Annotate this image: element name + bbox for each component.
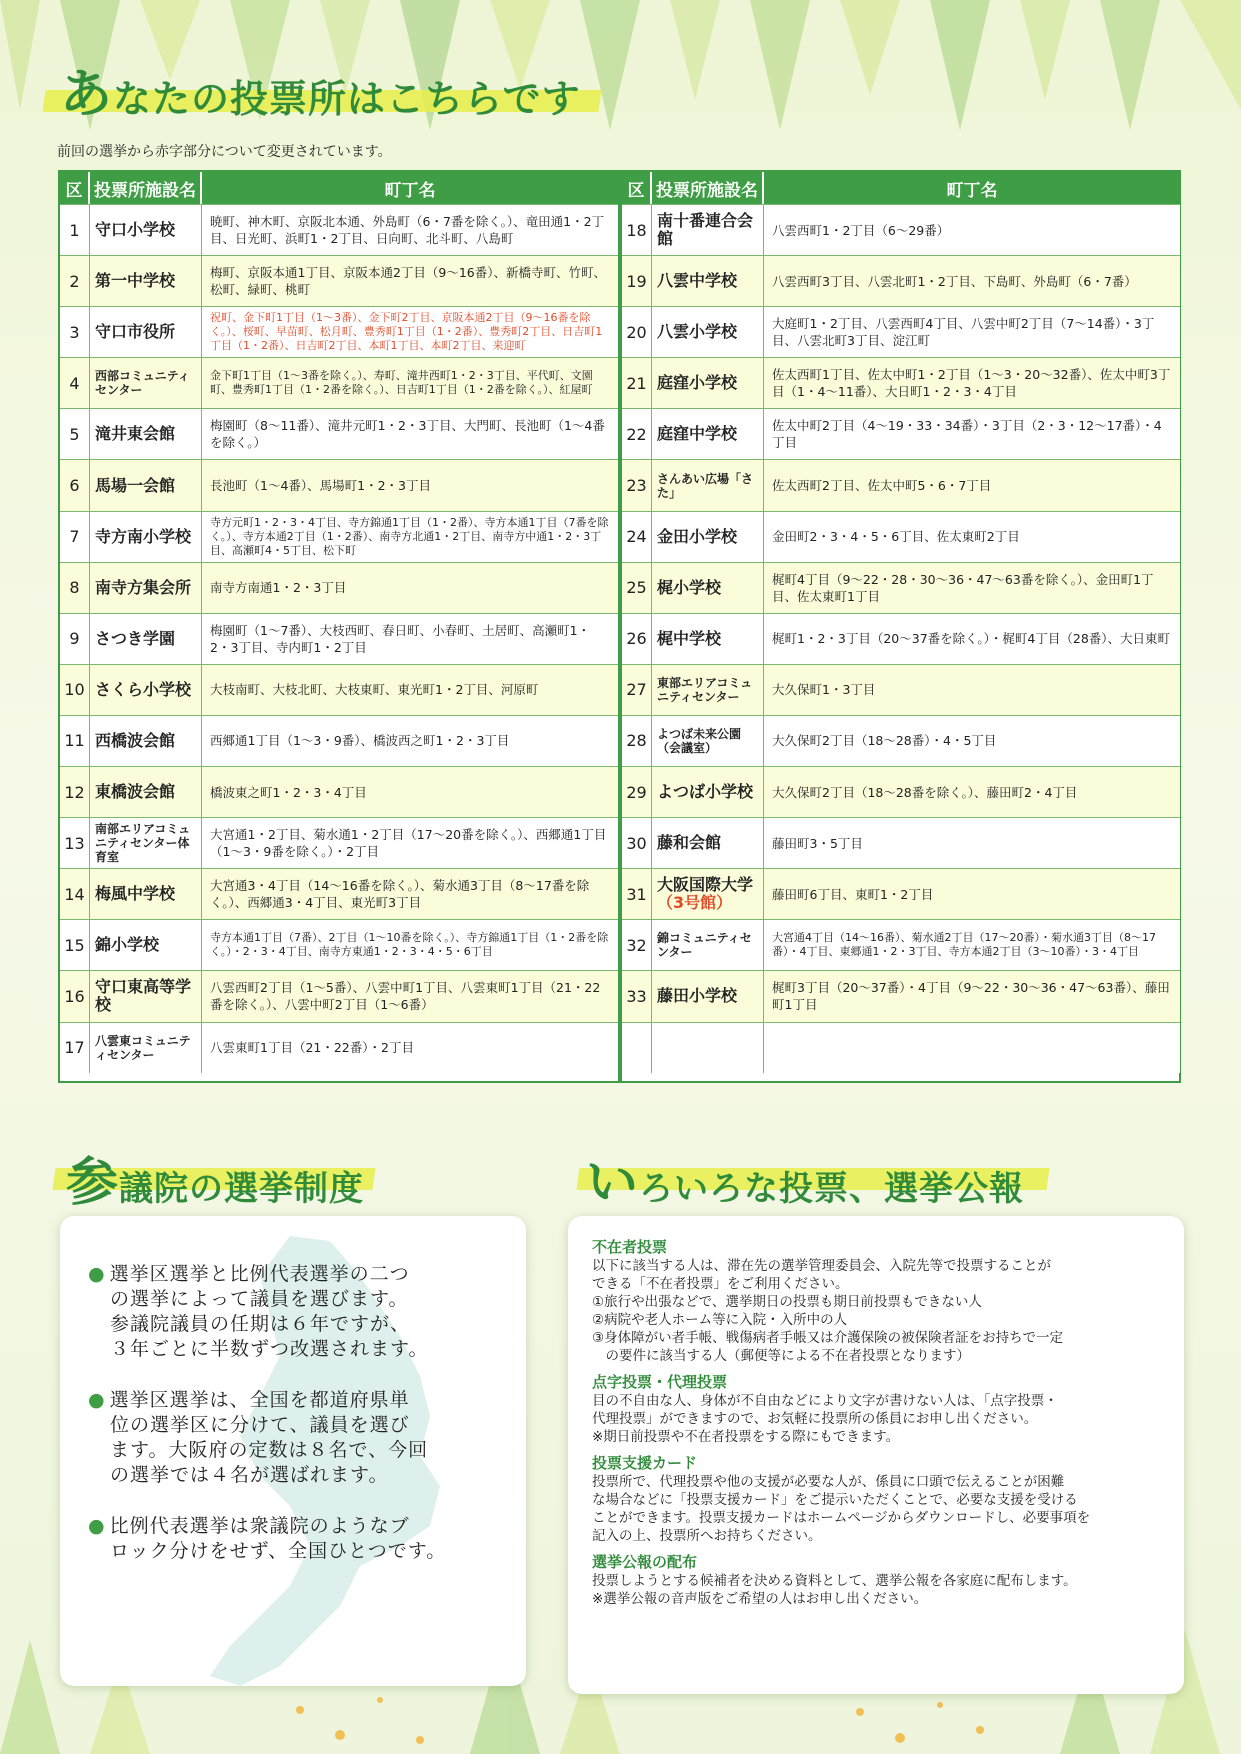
area-names: 金田町2・3・4・5・6丁目、佐太東町2丁目 — [772, 529, 1020, 545]
district-number: 14 — [60, 869, 90, 919]
facility-name-text: 八雲小学校 — [657, 322, 738, 342]
area-names: 梶町3丁目（20～37番）・4丁目（9～22・30～36・47～63番）、藤田町1丁目 — [772, 980, 1170, 1013]
district-number: 13 — [60, 818, 90, 868]
bullet-text: 位の選挙区に分けて、議員を選び — [110, 1414, 410, 1436]
area-names: 南寺方南通1・2・3丁目 — [210, 580, 347, 596]
table-row — [60, 204, 618, 255]
facility-name-text: 寺方南小学校 — [95, 526, 192, 546]
facility-name — [652, 563, 764, 613]
facility-name-text: 八雲中学校 — [657, 271, 738, 291]
section-title-various-voting — [586, 1140, 1024, 1215]
area-names: 佐太中町2丁目（4～19・33・34番）・3丁目（2・3・12～17番）・4丁目 — [772, 418, 1162, 451]
district-number: 18 — [622, 205, 652, 255]
table-row — [622, 970, 1180, 1021]
facility-name-text: 庭窪中学校 — [657, 424, 738, 444]
subsection-text: ※期日前投票や不在者投票をする際にもできます。 — [592, 1429, 900, 1445]
district-number: 5 — [60, 409, 90, 459]
bullet-text: 比例代表選挙は衆議院のようなブ — [109, 1515, 410, 1537]
district-number: 15 — [60, 920, 90, 970]
bullet-line — [88, 1463, 428, 1488]
district-number: 33 — [622, 971, 652, 1021]
subsection-text: できる「不在者投票」をご利用ください。 — [592, 1276, 849, 1292]
bullet-dot-icon: ● — [88, 1263, 106, 1285]
bullet-item — [88, 1262, 428, 1362]
facility-name — [90, 460, 202, 510]
table-row — [622, 562, 1180, 613]
subsection-text: ②病院や老人ホーム等に入院・入所中の人 — [592, 1312, 848, 1328]
facility-name — [652, 665, 764, 715]
facility-name-text: 東橋波会館 — [95, 782, 176, 802]
bullet-line — [88, 1413, 428, 1438]
area-names: 八雲西町2丁目（1～5番）、八雲中町1丁目、八雲東町1丁目（21・22番を除く。）、八雲中町2丁目（1～6番） — [210, 980, 601, 1013]
table-row — [60, 459, 618, 510]
facility-name-text: さくら小学校 — [95, 679, 192, 699]
facility-name-text: よつば未来公園（会議室） — [657, 726, 742, 755]
subsection-heading: 投票支援カード — [592, 1454, 698, 1472]
facility-name-text: 梶中学校 — [657, 628, 722, 648]
bullet-line — [88, 1514, 446, 1539]
subsection-text: 記入の上、投票所へお持ちください。 — [592, 1528, 822, 1544]
facility-name — [652, 409, 764, 459]
area-names: 佐太西町2丁目、佐太中町5・6・7丁目 — [772, 478, 992, 494]
subsection-text: ※選挙公報の音声版をご希望の人はお申し出ください。 — [592, 1591, 928, 1607]
district-number: 31 — [622, 869, 652, 919]
subsection-heading: 選挙公報の配布 — [592, 1553, 698, 1571]
district-number — [622, 1023, 652, 1073]
subsection-text: 投票所で、代理投票や他の支援が必要な人が、係員に口頭で伝えることが困難 — [592, 1474, 1065, 1490]
polling-place-table — [58, 170, 1181, 1083]
area-names: 大久保町2丁目（18～28番を除く。）、藤田町2・4丁目 — [772, 784, 1078, 800]
table-row — [622, 766, 1180, 817]
subsection-text: ことができます。投票支援カードはホームページからダウンロードし、必要事項を — [592, 1510, 1091, 1526]
table-row — [60, 511, 618, 562]
facility-name-text: 八雲東コミュニティセンター — [95, 1033, 191, 1062]
subsection-text: な場合などに「投票支援カード」をご提示いただくことで、必要な支援を受ける — [592, 1492, 1078, 1508]
table-row — [60, 408, 618, 459]
facility-name — [652, 1023, 764, 1073]
facility-name — [652, 767, 764, 817]
subsection-heading: 点字投票・代理投票 — [592, 1373, 728, 1391]
table-row — [622, 817, 1180, 868]
district-number: 30 — [622, 818, 652, 868]
facility-name — [90, 920, 202, 970]
table-row — [622, 511, 1180, 562]
facility-name — [90, 307, 202, 357]
facility-name — [90, 716, 202, 766]
subsection-text: 代理投票」ができますので、お気軽に投票所の係員にお申し出ください。 — [592, 1411, 1038, 1427]
area-names: 大庭町1・2丁目、八雲西町4丁目、八雲中町2丁目（7～14番）・3丁目、八雲北町3丁目、淀江町 — [772, 316, 1155, 349]
header-num: 区 — [60, 172, 90, 204]
district-number: 10 — [60, 665, 90, 715]
facility-name — [90, 563, 202, 613]
bullet-text: の選挙によって議員を選びます。 — [110, 1288, 409, 1310]
district-number: 17 — [60, 1023, 90, 1073]
table-row — [60, 357, 618, 408]
table-row — [622, 715, 1180, 766]
area-names: 梶町1・2・3丁目（20～37番を除く。）・梶町4丁目（28番）、大日東町 — [772, 631, 1171, 647]
facility-name-text: 馬場一会館 — [95, 475, 176, 495]
district-number: 25 — [622, 563, 652, 613]
district-number: 23 — [622, 460, 652, 510]
facility-name — [652, 920, 764, 970]
district-number: 28 — [622, 716, 652, 766]
section-title-election-system — [66, 1140, 364, 1215]
area-names — [764, 1023, 1180, 1073]
table-row — [60, 306, 618, 357]
bullet-line — [88, 1262, 428, 1287]
table-row — [60, 817, 618, 868]
table-row — [60, 919, 618, 970]
subsection-text: ③身体障がい者手帳、戦傷病者手帳又は介護保険の被保険者証をお持ちで一定 — [592, 1330, 1063, 1346]
district-number: 26 — [622, 614, 652, 664]
area-names: 大宮通4丁目（14～16番）、菊水通2丁目（17～20番）・菊水通3丁目（8～17番）・4丁目、東郷通1・2・3丁目、寺方本通2丁目（3～10番）・3・4丁目 — [772, 931, 1156, 959]
area-names: 寺方本通1丁目（7番）、2丁目（1～10番を除く。）、寺方錦通1丁目（1・2番を除く。）・2・3・4丁目、南寺方東通1・2・3・4・5・6丁目 — [210, 931, 609, 959]
facility-name — [652, 869, 764, 919]
various-voting-box — [568, 1216, 1184, 1694]
bullet-text: 選挙区選挙は、全国を都道府県単 — [109, 1389, 410, 1411]
facility-name-text: 西橋波会館 — [95, 730, 176, 750]
area-names: 八雲西町1・2丁目（6～29番） — [772, 222, 950, 238]
bullet-line — [88, 1388, 428, 1413]
area-names: 八雲東町1丁目（21・22番）・2丁目 — [210, 1040, 414, 1056]
facility-name-text: 南部エリアコミュニティセンター体育室 — [95, 822, 191, 865]
area-names: 藤田町6丁目、東町1・2丁目 — [772, 886, 934, 902]
facility-name-text: 東部エリアコミュニティセンター — [657, 675, 753, 704]
area-names: 梅町、京阪本通1丁目、京阪本通2丁目（9～16番）、新橋寺町、竹町、松町、緑町、桃町 — [210, 265, 607, 298]
header-area: 町丁名 — [946, 180, 998, 201]
district-number: 1 — [60, 205, 90, 255]
district-number: 11 — [60, 716, 90, 766]
title-rest: 議院の選挙制度 — [119, 1169, 365, 1209]
area-names: 大久保町2丁目（18～28番）・4・5丁目 — [772, 733, 997, 749]
bullet-text: ３年ごとに半数ずつ改選されます。 — [110, 1338, 429, 1360]
table-right-half — [622, 172, 1180, 1081]
subsection-heading: 不在者投票 — [592, 1238, 668, 1256]
area-names: 八雲西町3丁目、八雲北町1・2丁目、下島町、外島町（6・7番） — [772, 273, 1137, 289]
facility-name-text: 南十番連合会館 — [657, 211, 754, 249]
area-names: 梶町4丁目（9～22・28・30～36・47～63番を除く。）、金田町1丁目、佐太東町1丁目 — [772, 571, 1154, 604]
bullet-text: ロック分けをせず、全国ひとつです。 — [110, 1540, 447, 1562]
subsection-text: ①旅行や出張などで、選挙期日の投票も期日前投票もできない人 — [592, 1294, 982, 1310]
area-names: 寺方元町1・2・3・4丁目、寺方錦通1丁目（1・2番）、寺方本通1丁目（7番を除く。）、寺方本通2丁目（1・2番）、南寺方北通1・2丁目、南寺方中通1・2・3丁目、高瀬町4・5丁目、松下町 — [210, 515, 609, 557]
section-title-polling-place — [60, 52, 581, 127]
facility-name — [90, 358, 202, 408]
area-names: 金下町1丁目（1～3番を除く。）、寿町、滝井西町1・2・3丁目、平代町、文園町、豊秀町1丁目（1・2番を除く。）、日吉町1丁目（1・2番を除く。）、紅屋町 — [210, 369, 593, 397]
district-number: 9 — [60, 614, 90, 664]
facility-name — [652, 256, 764, 306]
area-names: 西郷通1丁目（1～3・9番）、橋波西之町1・2・3丁目 — [210, 733, 510, 749]
facility-name — [90, 1023, 202, 1073]
table-row — [622, 204, 1180, 255]
title-initial: 参 — [66, 1153, 120, 1213]
district-number: 32 — [622, 920, 652, 970]
district-number: 27 — [622, 665, 652, 715]
area-names: 佐太西町1丁目、佐太中町1・2丁目（1～3・20～32番）、佐太中町3丁目（1・4～11番）、大日町1・2・3・4丁目 — [772, 367, 1171, 400]
area-names: 長池町（1～4番）、馬場町1・2・3丁目 — [210, 478, 432, 494]
district-number: 3 — [60, 307, 90, 357]
district-number: 29 — [622, 767, 652, 817]
area-names: 大宮通1・2丁目、菊水通1・2丁目（17～20番を除く。）、西郷通1丁目（1～3・9番を除く。）・2丁目 — [210, 827, 607, 860]
table-row — [622, 1022, 1180, 1073]
facility-name — [90, 665, 202, 715]
facility-name-text: 第一中学校 — [95, 271, 176, 291]
table-row — [622, 613, 1180, 664]
table-row — [622, 255, 1180, 306]
district-number: 4 — [60, 358, 90, 408]
bullet-line — [88, 1337, 428, 1362]
bullet-text: ます。大阪府の定数は８名で、今回 — [110, 1439, 429, 1461]
district-number: 20 — [622, 307, 652, 357]
title-rest: なたの投票所はこちらです — [113, 77, 581, 121]
header-num: 区 — [622, 172, 652, 204]
area-names: 橋波東之町1・2・3・4丁目 — [210, 784, 367, 800]
facility-name — [90, 818, 202, 868]
facility-name-text: 錦小学校 — [95, 935, 160, 955]
facility-name-text: 守口市役所 — [95, 322, 176, 342]
table-row — [60, 868, 618, 919]
facility-name-text: 梅風中学校 — [95, 884, 176, 904]
table-row — [622, 408, 1180, 459]
district-number: 6 — [60, 460, 90, 510]
header-area: 町丁名 — [384, 180, 436, 201]
table-row — [60, 562, 618, 613]
facility-name-text: よつば小学校 — [657, 782, 754, 802]
title-initial: あ — [60, 65, 114, 125]
table-row — [60, 766, 618, 817]
area-names: 梅園町（8～11番）、滝井元町1・2・3丁目、大門町、長池町（1～4番を除く。） — [210, 418, 605, 451]
area-names: 梅園町（1～7番）、大枝西町、春日町、小春町、土居町、高瀬町1・2・3丁目、寺内町1・2丁目 — [210, 622, 591, 655]
bullet-text: 参議院議員の任期は６年ですが、 — [110, 1313, 411, 1335]
facility-name — [652, 358, 764, 408]
bullet-dot-icon: ● — [88, 1389, 106, 1411]
facility-name — [652, 971, 764, 1021]
table-row — [622, 919, 1180, 970]
table-row — [60, 613, 618, 664]
table-header — [60, 172, 618, 204]
subsection-text: 目の不自由な人、身体が不自由などにより文字が書けない人は、「点字投票・ — [592, 1393, 1058, 1409]
facility-name — [652, 460, 764, 510]
facility-name-text: さんあい広場「さた」 — [657, 471, 754, 500]
subsection-text: 投票しようとする候補者を決める資料として、選挙公報を各家庭に配布します。 — [592, 1573, 1077, 1589]
bullet-line — [88, 1438, 428, 1463]
area-names: 藤田町3・5丁目 — [772, 835, 863, 851]
facility-name — [652, 205, 764, 255]
change-note: 前回の選挙から赤字部分について変更されています。 — [57, 144, 392, 160]
table-row — [622, 868, 1180, 919]
subsection-text: 以下に該当する人は、滞在先の選挙管理委員会、入院先等で投票することが — [592, 1258, 1051, 1274]
table-left-half — [60, 172, 618, 1081]
facility-name-text: 守口東高等学校 — [95, 977, 192, 1015]
facility-name-text: 守口小学校 — [95, 220, 176, 240]
header-name: 投票所施設名 — [652, 172, 764, 204]
district-number: 12 — [60, 767, 90, 817]
table-row — [622, 306, 1180, 357]
facility-name — [652, 307, 764, 357]
bullet-item — [88, 1514, 446, 1564]
facility-name-text: 錦コミュニティセンター — [657, 931, 752, 960]
area-names: 暁町、神木町、京阪北本通、外島町（6・7番を除く。）、竜田通1・2丁目、日光町、浜町1・2丁目、日向町、北斗町、八島町 — [210, 214, 605, 247]
header-name: 投票所施設名 — [90, 172, 202, 204]
bullet-line — [88, 1287, 428, 1312]
table-row — [622, 664, 1180, 715]
table-row — [60, 970, 618, 1021]
facility-name — [90, 614, 202, 664]
facility-name — [90, 256, 202, 306]
facility-name — [90, 205, 202, 255]
table-row — [60, 664, 618, 715]
bullet-line — [88, 1312, 428, 1337]
facility-name-text: 南寺方集会所 — [95, 577, 192, 597]
bullet-text: 選挙区選挙と比例代表選挙の二つ — [109, 1263, 410, 1285]
facility-name — [90, 512, 202, 562]
district-number: 22 — [622, 409, 652, 459]
facility-name-sub: （3号館） — [657, 893, 733, 913]
facility-name-text: 藤和会館 — [657, 833, 722, 853]
facility-name-text: 庭窪小学校 — [657, 373, 738, 393]
district-number: 21 — [622, 358, 652, 408]
district-number: 16 — [60, 971, 90, 1021]
bullet-dot-icon: ● — [88, 1515, 106, 1537]
area-names: 大久保町1・3丁目 — [772, 682, 876, 698]
title-rest: ろいろな投票、選挙公報 — [639, 1169, 1025, 1209]
facility-name-text: 滝井東会館 — [95, 424, 176, 444]
facility-name-text: 梶小学校 — [657, 577, 722, 597]
title-initial: い — [586, 1153, 640, 1213]
facility-name — [90, 409, 202, 459]
area-names: 大宮通3・4丁目（14～16番を除く。）、菊水通3丁目（8～17番を除く。）、西郷通3・4丁目、東光町3丁目 — [210, 878, 590, 911]
subsection-text: の要件に該当する人（郵便等による不在者投票となります） — [592, 1348, 970, 1364]
facility-name-text: 藤田小学校 — [657, 986, 738, 1006]
district-number: 19 — [622, 256, 652, 306]
facility-name — [90, 971, 202, 1021]
facility-name — [652, 818, 764, 868]
facility-name — [652, 512, 764, 562]
table-row — [60, 1022, 618, 1073]
facility-name — [652, 614, 764, 664]
district-number: 7 — [60, 512, 90, 562]
facility-name — [90, 869, 202, 919]
area-names: 祝町、金下町1丁目（1～3番）、金下町2丁目、京阪本通2丁目（9～16番を除く。）、桜町、早苗町、松月町、豊秀町1丁目（1・2番）、豊秀町2丁目、日吉町1丁目（1・2番）、日吉町2丁目、本町1丁目、本町2丁目、来迎町 — [210, 311, 603, 353]
bullet-text: の選挙では４名が選ばれます。 — [110, 1464, 389, 1486]
table-row — [60, 715, 618, 766]
district-number: 2 — [60, 256, 90, 306]
facility-name — [90, 767, 202, 817]
table-row — [622, 357, 1180, 408]
facility-name-text: 金田小学校 — [657, 526, 738, 546]
facility-name-text: 大阪国際大学 — [657, 875, 754, 895]
district-number: 24 — [622, 512, 652, 562]
table-header — [622, 172, 1180, 204]
table-row — [60, 255, 618, 306]
area-names: 大枝南町、大枝北町、大枝東町、東光町1・2丁目、河原町 — [210, 682, 539, 698]
district-number: 8 — [60, 563, 90, 613]
election-system-box — [60, 1216, 526, 1686]
facility-name — [652, 716, 764, 766]
facility-name-text: さつき学園 — [95, 628, 176, 648]
table-row — [622, 459, 1180, 510]
bullet-line — [88, 1539, 446, 1564]
facility-name-text: 西部コミュニティセンター — [95, 369, 190, 398]
bullet-item — [88, 1388, 428, 1488]
